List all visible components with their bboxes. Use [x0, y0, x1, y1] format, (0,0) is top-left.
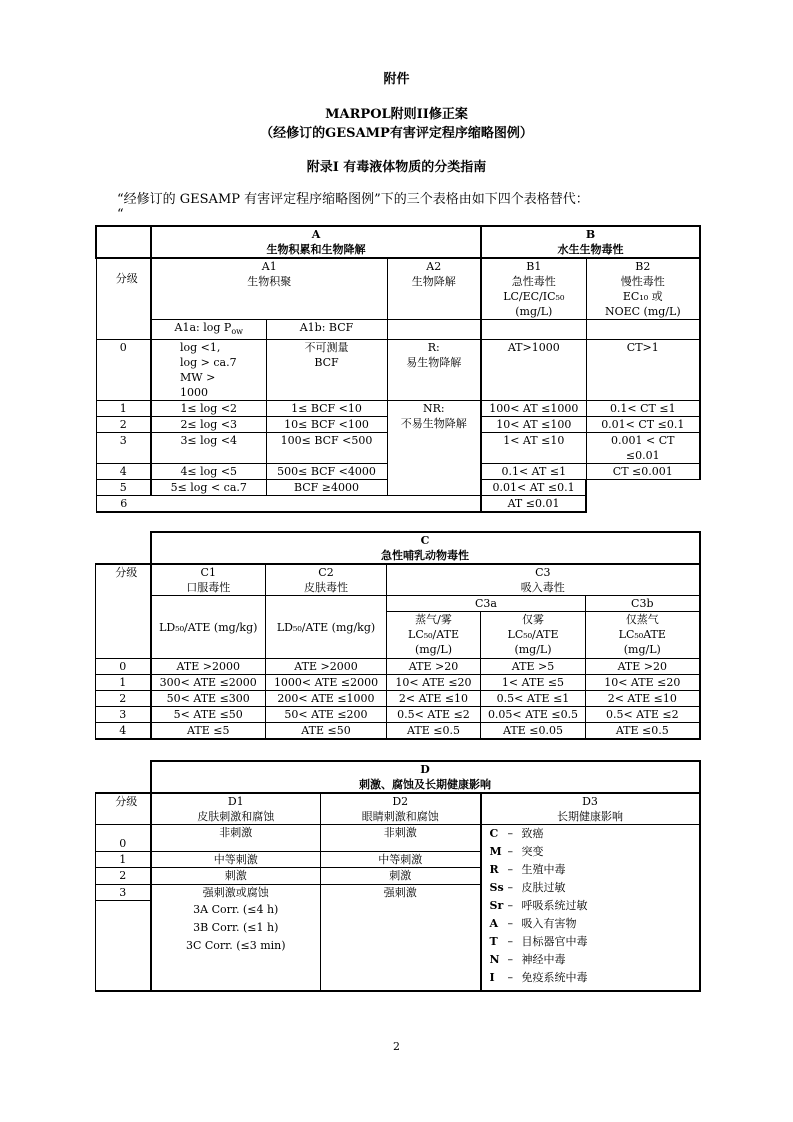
effect-dash: – [507, 953, 513, 966]
c3a2-cell: 1< ATE ≤5 [481, 675, 586, 691]
c3a1-cell: ATE ≤0.5 [387, 723, 481, 740]
effect-item [490, 879, 696, 897]
row-grade: 2 [96, 417, 151, 433]
doc-subtitle: （经修订的GESAMP有害评定程序缩略图例） [260, 126, 533, 141]
c2-unit: LD₅₀/ATE (mg/kg) [266, 596, 387, 659]
effect-item [490, 897, 696, 915]
d1-corrosion-subcategories: 3A Corr. (≤4 h) 3B Corr. (≤1 h) 3C Corr. (≤3 min) [151, 901, 321, 991]
effect-desc: 皮肤过敏 [521, 881, 566, 894]
effect-item [490, 843, 696, 861]
c3a1-cell: 0.5< ATE ≤2 [387, 707, 481, 723]
effect-desc: 吸入有害物 [521, 917, 577, 930]
table-c-header: C 急性哺乳动物毒性 [151, 532, 700, 564]
effect-code: I [489, 971, 495, 984]
c1-cell: ATE ≤5 [151, 723, 266, 740]
a1b-cell: 500≤ BCF <4000 [266, 464, 387, 480]
a1a-cell: 2≤ log <3 [151, 417, 266, 433]
a1b-cell: 1≤ BCF <10 [266, 401, 387, 417]
c3b-cell: ATE ≤0.5 [586, 723, 700, 740]
c1-cell: 300< ATE ≤2000 [151, 675, 266, 691]
c1-unit: LD₅₀/ATE (mg/kg) [151, 596, 266, 659]
effect-dash: – [507, 935, 513, 948]
d2-header: D2 眼睛刺激和腐蚀 [321, 793, 481, 825]
d1-cell: 强刺激或腐蚀 [151, 885, 321, 901]
row-grade: 1 [96, 675, 151, 691]
effect-desc: 突变 [521, 845, 544, 858]
c3a-vapour-mist: 蒸气/雾 LC₅₀/ATE (mg/L) [387, 612, 481, 659]
c3a1-cell: 10< ATE ≤20 [387, 675, 481, 691]
d1-cell: 非刺激 [151, 825, 321, 852]
c3b-cell: 10< ATE ≤20 [586, 675, 700, 691]
a2-header: A2 生物降解 [387, 258, 481, 320]
c3a2-cell: 0.5< ATE ≤1 [481, 691, 586, 707]
row-grade: 1 [96, 401, 151, 417]
c2-cell: 50< ATE ≤200 [266, 707, 387, 723]
effect-item [490, 861, 696, 879]
b2-cell: 0.001 < CT ≤0.01 [586, 433, 700, 464]
c3a2-cell: ATE ≤0.05 [481, 723, 586, 740]
b1-cell: 0.1< AT ≤1 [481, 464, 586, 480]
d3-header: D3 长期健康影响 [481, 793, 700, 825]
a1b-cell: 10≤ BCF <100 [266, 417, 387, 433]
a1a-cell: 5≤ log < ca.7 [151, 480, 266, 496]
d2-cell: 强刺激 [321, 885, 481, 901]
c3a2-cell: 0.05< ATE ≤0.5 [481, 707, 586, 723]
intro-text: “经修订的 GESAMP 有害评定程序缩略图例”下的三个表格由如下四个表格替代： [117, 192, 589, 207]
effect-desc: 生殖中毒 [521, 863, 566, 876]
d2-cell: 非刺激 [321, 825, 481, 852]
effect-dash: – [507, 845, 513, 858]
c2-cell: 200< ATE ≤1000 [266, 691, 387, 707]
grade-label: 分级 [96, 564, 151, 596]
effect-code: T [489, 935, 498, 948]
effect-dash: – [507, 881, 513, 894]
row-grade: 3 [96, 707, 151, 723]
effect-dash: – [507, 863, 513, 876]
a1a-cell: 3≤ log <4 [151, 433, 266, 464]
effect-desc: 免疫系统中毒 [521, 971, 588, 984]
effect-code: M [489, 845, 502, 858]
a1b-cell: 100≤ BCF <500 [266, 433, 387, 464]
effect-dash: – [507, 899, 513, 912]
a1a-header: A1a: $\log P_{ow}$ [151, 320, 266, 340]
effect-code: Sr [489, 899, 504, 912]
c3b-cell: 2< ATE ≤10 [586, 691, 700, 707]
row-grade: 4 [96, 723, 151, 740]
grade-label: 分级 [96, 258, 151, 320]
a2-cell-nr: NR: 不易生物降解 [387, 401, 481, 496]
effect-dash: – [507, 971, 513, 984]
a2-cell-r: R: 易生物降解 [387, 340, 481, 401]
c3a-mist-only: 仅雾 LC₅₀/ATE (mg/L) [481, 612, 586, 659]
effect-item [490, 951, 696, 969]
c3a2-cell: ATE >5 [481, 659, 586, 675]
a1a-cell: 4≤ log <5 [151, 464, 266, 480]
b2-cell: 0.01< CT ≤0.1 [586, 417, 700, 433]
effect-item [490, 933, 696, 951]
effect-code: R [489, 863, 499, 876]
c3a-header: C3a [387, 596, 586, 612]
c2-cell: 1000< ATE ≤2000 [266, 675, 387, 691]
c3a1-cell: 2< ATE ≤10 [387, 691, 481, 707]
row-grade: 0 [96, 659, 151, 675]
row-grade: 3 [96, 433, 151, 464]
page-number: 2 [393, 1040, 400, 1053]
effect-item [490, 915, 696, 933]
table-b-header: B 水生生物毒性 [481, 226, 700, 258]
b1-cell: AT ≤0.01 [481, 496, 586, 513]
b2-cell: 0.1< CT ≤1 [586, 401, 700, 417]
c3b-vapour-only: 仅蒸气 LC₅₀ATE (mg/L) [586, 612, 700, 659]
row-grade: 2 [96, 691, 151, 707]
d1-cell: 中等刺激 [151, 852, 321, 868]
effect-item [490, 825, 696, 843]
c3b-cell: 0.5< ATE ≤2 [586, 707, 700, 723]
a1b-header: A1b: BCF [266, 320, 387, 340]
row-grade: 0 [96, 340, 151, 401]
table-ab [95, 225, 701, 513]
b2-cell: CT>1 [586, 340, 700, 401]
appendix-title: 附录I 有毒液体物质的分类指南 [306, 160, 487, 175]
effect-desc: 神经中毒 [521, 953, 566, 966]
grade-label: 分级 [96, 793, 151, 825]
row-grade: 1 [96, 852, 151, 868]
effect-item [490, 969, 696, 987]
a1a-cell: 1≤ log <2 [151, 401, 266, 417]
a1-header: A1 生物积聚 [151, 258, 387, 320]
b2-header: B2 慢性毒性 EC₁₀ 或 NOEC (mg/L) [586, 258, 700, 320]
b1-cell: 10< AT ≤100 [481, 417, 586, 433]
effect-code: A [489, 917, 499, 930]
b1-cell: 0.01< AT ≤0.1 [481, 480, 586, 496]
effect-code: Ss [489, 881, 504, 894]
a1b-cell: 不可测量 BCF [266, 340, 387, 401]
c1-cell: 50< ATE ≤300 [151, 691, 266, 707]
effect-dash: – [507, 917, 513, 930]
effect-desc: 呼吸系统过敏 [521, 899, 588, 912]
c1-cell: 5< ATE ≤50 [151, 707, 266, 723]
d1-cell: 刺激 [151, 868, 321, 885]
effect-desc: 致癌 [521, 827, 544, 840]
c1-cell: ATE >2000 [151, 659, 266, 675]
row-grade: 6 [96, 496, 151, 513]
row-grade: 0 [96, 825, 151, 852]
c3b-header: C3b [586, 596, 700, 612]
c3-header: C3 吸入毒性 [387, 564, 700, 596]
d1-header: D1 皮肤刺激和腐蚀 [151, 793, 321, 825]
table-a-header: A 生物积累和生物降解 [151, 226, 481, 258]
effect-code: N [489, 953, 500, 966]
open-quote: “ [117, 207, 124, 222]
c2-cell: ATE ≤50 [266, 723, 387, 740]
effect-desc: 目标器官中毒 [521, 935, 588, 948]
b1-header: B1 急性毒性 LC/EC/IC₅₀ (mg/L) [481, 258, 586, 320]
row-grade: 2 [96, 868, 151, 885]
c2-header: C2 皮肤毒性 [266, 564, 387, 596]
d2-cell: 刺激 [321, 868, 481, 885]
annex-label: 附件 [383, 72, 410, 87]
table-c [95, 531, 701, 740]
b1-cell: 1< AT ≤10 [481, 433, 586, 464]
d2-cell: 中等刺激 [321, 852, 481, 868]
c3a1-cell: ATE >20 [387, 659, 481, 675]
b2-cell: CT ≤0.001 [586, 464, 700, 480]
table-d-header: D 刺激、腐蚀及长期健康影响 [151, 761, 700, 793]
b1-cell: AT>1000 [481, 340, 586, 401]
c3b-cell: ATE >20 [586, 659, 700, 675]
row-grade: 3 [96, 885, 151, 901]
d3-effects-list [481, 825, 700, 991]
a1a-cell: log <1, log > ca.7 MW > 1000 [151, 340, 266, 401]
effect-dash: – [507, 827, 513, 840]
a1b-cell: BCF ≥4000 [266, 480, 387, 496]
row-grade: 4 [96, 464, 151, 480]
table-d [95, 760, 701, 992]
doc-title: MARPOL附则II修正案 [325, 107, 468, 122]
c2-cell: ATE >2000 [266, 659, 387, 675]
effect-code: C [489, 827, 499, 840]
c1-header: C1 口服毒性 [151, 564, 266, 596]
b1-cell: 100< AT ≤1000 [481, 401, 586, 417]
row-grade: 5 [96, 480, 151, 496]
